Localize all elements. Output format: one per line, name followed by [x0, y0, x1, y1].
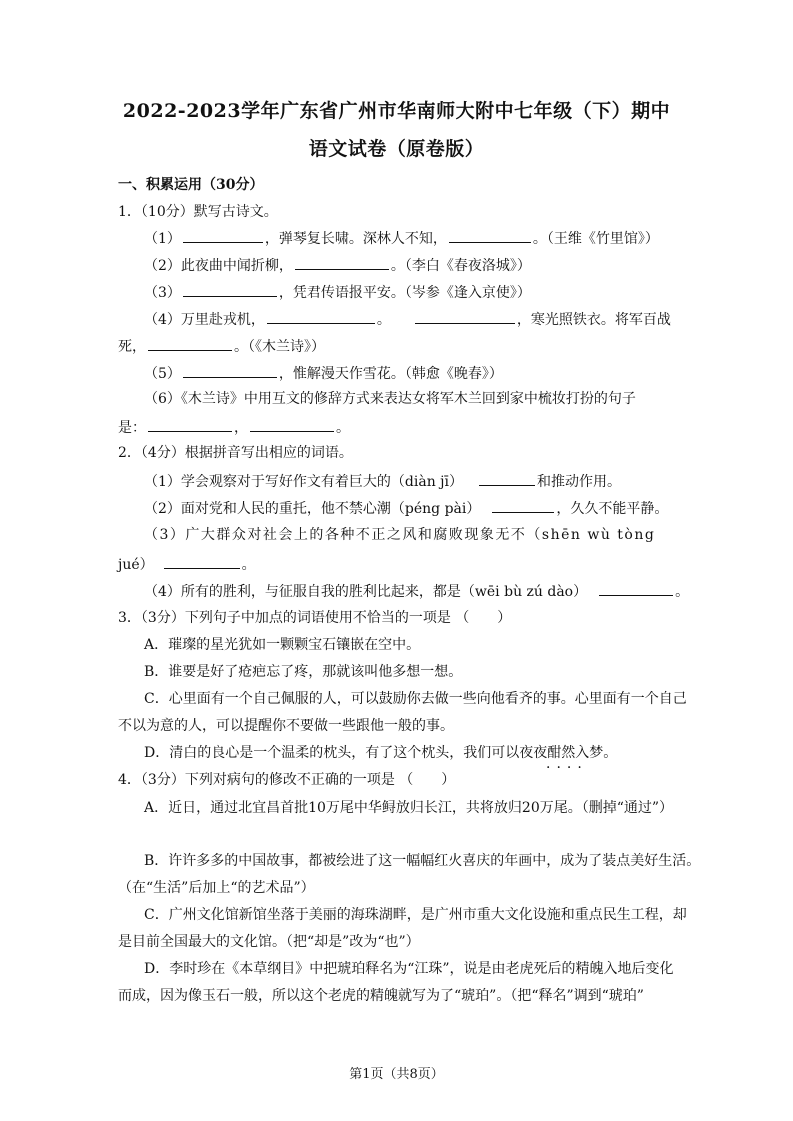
answer-blank[interactable]: [148, 417, 232, 432]
question-1-stem: 1．（10分）默写古诗文。: [118, 204, 278, 220]
q2-item-4-end: 。: [675, 584, 690, 600]
answer-blank[interactable]: [449, 228, 531, 243]
q1-item-6: （6）《木兰诗》中用互文的修辞方式来表达女将军木兰回到家中梳妆打扮的句子: [144, 391, 636, 407]
q3-option-b: B．谁要是好了疮疤忘了疼，那就该叫他多想一想。: [144, 664, 463, 680]
q1-item-4-text2: ，寒光照铁衣。将军百战: [516, 312, 671, 328]
q1-item-5-text: ，惟解漫天作雪花。（韩愈《晚春》）: [278, 366, 503, 382]
q1-item-2-source: 。（李白《春夜洛城》）: [390, 258, 531, 274]
q2-item-1: [144, 471, 621, 491]
answer-blank[interactable]: [479, 471, 535, 486]
q4-option-c-line1: C．广州文化馆新馆坐落于美丽的海珠湖畔，是广州市重大文化设施和重点民生工程，却: [144, 907, 687, 923]
emphasis-dots: ····: [546, 760, 588, 776]
q2-item-2-text: （2）面对党和人民的重托，他不禁心潮（péng pài）: [144, 501, 481, 517]
answer-blank[interactable]: [148, 336, 232, 351]
question-2-stem: 2．（4分）根据拼音写出相应的词语。: [118, 445, 353, 461]
q1-item-3-text: ，凭君传语报平安。（岑参《逢入京使》）: [278, 285, 531, 301]
q1-item-1-label: （1）: [144, 231, 181, 247]
answer-blank[interactable]: [599, 581, 673, 596]
q1-item-6-end: 。: [336, 420, 350, 436]
page-footer: 第1页（共8页）: [349, 1067, 444, 1082]
q2-item-3-text: jué）: [118, 557, 154, 573]
answer-blank[interactable]: [183, 282, 277, 297]
q4-option-b-line2: （在“生活”后加上“的艺术品”）: [118, 880, 315, 896]
answer-blank[interactable]: [164, 554, 240, 569]
q4-option-a: A．近日，通过北宜昌首批10万尾中华鲟放归长江，共将放归20万尾。（删掉“通过”）: [144, 800, 674, 816]
section-heading: 一、积累运用（30分）: [118, 177, 264, 193]
q4-option-d-line2: 而成，因为像玉石一般，所以这个老虎的精魄就写为了“琥珀”。（把“释名”调到“琥珀”: [118, 988, 644, 1004]
answer-blank[interactable]: [267, 309, 375, 324]
q1-item-5-label: （5）: [144, 366, 181, 382]
exam-title-line1: 2022-2023学年广东省广州市华南师大附中七年级（下）期中: [122, 100, 671, 122]
q1-item-1: [144, 228, 659, 248]
q4-option-b-line1: B．许许多多的中国故事，都被绘进了这一幅幅红火喜庆的年画中，成为了装点美好生活。: [144, 853, 701, 869]
q4-option-d-line1: D．李时珍在《本草纲目》中把琥珀释名为“江珠”，说是由老虎死后的精魄入地后变化: [144, 961, 674, 977]
q1-item-1-text: ，弹琴复长啸。深林人不知，: [264, 231, 447, 247]
q1-item-4-punct: 。: [376, 312, 391, 328]
q2-item-2-text2: ，久久不能平静。: [556, 501, 669, 517]
q2-item-4: [144, 581, 689, 601]
q1-item-2-text: （2）此夜曲中闻折柳，: [144, 258, 293, 274]
q1-item-4-source: 。（《木兰诗》）: [234, 339, 325, 355]
answer-blank[interactable]: [183, 363, 277, 378]
q1-item-4-text3: 死，: [118, 339, 146, 355]
q1-item-6-text: 是：: [118, 420, 146, 436]
q1-item-4-cont: [118, 336, 325, 356]
q2-item-1-text2: 和推动作用。: [536, 474, 621, 490]
q1-item-4: [144, 309, 671, 329]
q2-item-3-end: 。: [241, 557, 256, 573]
answer-blank[interactable]: [295, 255, 389, 270]
q1-item-3-label: （3）: [144, 285, 181, 301]
q2-item-1-text: （1）学会观察对于写好作文有着巨大的（diàn jī）: [144, 474, 463, 490]
answer-blank[interactable]: [415, 309, 515, 324]
q2-item-3: （3）广大群众对社会上的各种不正之风和腐败现象无不（shēn wù tòng: [144, 527, 656, 543]
q1-item-1-source: 。（王维《竹里馆》）: [532, 231, 659, 247]
answer-blank[interactable]: [250, 417, 334, 432]
q1-item-3: [144, 282, 531, 302]
q1-item-6-cont: [118, 417, 350, 437]
q2-item-3-cont: [118, 554, 256, 574]
answer-blank[interactable]: [492, 498, 554, 513]
q3-option-c-line1: C．心里面有一个自己佩服的人，可以鼓励你去做一些向他看齐的事。心里面有一个自己: [144, 691, 687, 707]
question-4-stem: 4．（3分）下列对病句的修改不正确的一项是 （ ）: [118, 772, 456, 788]
q3-option-c-line2: 不以为意的人，可以提醒你不要做一些跟他一般的事。: [118, 718, 454, 734]
q3-option-a: A．璀璨的星光犹如一颗颗宝石镶嵌在空中。: [144, 637, 421, 653]
question-3-stem: 3．（3分）下列句子中加点的词语使用不恰当的一项是 （ ）: [118, 610, 512, 626]
q2-item-4-text: （4）所有的胜利，与征服自我的胜利比起来，都是（wēi bù zú dào）: [144, 584, 588, 600]
q1-item-6-comma: ，: [234, 420, 248, 436]
q3-option-d: D．清白的良心是一个温柔的枕头，有了这个枕头，我们可以夜夜酣然入梦。: [144, 745, 618, 761]
answer-blank[interactable]: [183, 228, 263, 243]
exam-title-line2: 语文试卷（原卷版）: [308, 138, 485, 160]
q2-item-2: [144, 498, 668, 518]
q1-item-2: [144, 255, 531, 275]
q1-item-5: [144, 363, 503, 383]
q4-option-c-line2: 是目前全国最大的文化馆。（把“却是”改为“也”）: [118, 934, 420, 950]
q1-item-4-text: （4）万里赴戎机，: [144, 312, 265, 328]
